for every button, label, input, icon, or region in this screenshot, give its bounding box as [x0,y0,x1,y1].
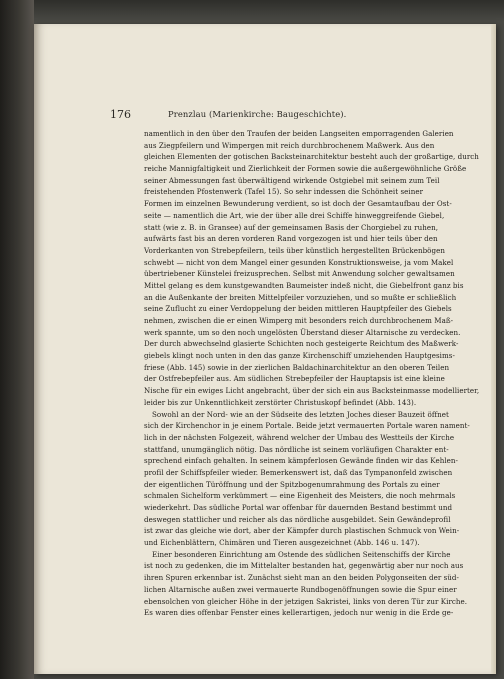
text-line: Einer besonderen Einrichtung am Ostende des südlichen Seitenschiffs der Kirche [152,549,451,559]
text-line: ist zwar das gleiche wie dort, aber der Kämpfer durch plastischen Schmuck von Wein- [144,526,460,536]
text-line: seine Zuflucht zu einer Verdoppelung der beiden mittleren Hauptpfeiler des Giebels [144,304,452,314]
text-line: aufwärts fast bis an deren vorderen Rand vorgezogen ist und hier teils über den [144,234,438,244]
page-edge [491,24,496,674]
text-line: friese (Abb. 145) sowie in der zierlichen Baldachinarchitektur an den oberen Teilen [144,362,450,372]
text-line: freistehenden Pfostenwerk (Tafel 15). So sehr indessen die Schönheit seiner [144,187,424,197]
text-line: Nische für ein ewiges Licht angebracht, über der sich ein aus Backsteinmasse modellierter, [144,386,480,396]
text-line: reiche Mannigfaltigkeit und Zierlichkeit der Formen sowie die außergewöhnliche Größe [144,164,467,174]
text-line: schmalen Sichelform verkümmert — eine Eigenheit des Meisters, die noch mehrmals [144,491,456,501]
text-line: giebels klingt noch unten in den das ganze Kirchenschiff umziehenden Hauptgesims- [144,351,455,361]
text-line: seiner Abmessungen fast überwältigend wirkende Ostgiebel mit seinem zum Teil [144,175,440,185]
text-line: statt (wie z. B. in Gransee) auf der gemeinsamen Basis der Chorgiebel zu ruhen, [144,222,439,232]
text-line: Der durch abwechselnd glasierte Schichten noch gesteigerte Reichtum des Maßwerk- [144,339,459,349]
text-line: profil der Schiffspfeiler wieder. Bemerkenswert ist, daß das Tympanonfeld zwischen [144,467,453,477]
page-number: 176 [110,108,131,121]
text-line: Mittel gelang es dem kunstgewandten Baumeister indeß nicht, die Giebelfront ganz bis [144,280,464,290]
text-line: seite — namentlich die Art, wie der über alle drei Schiffe hinweggreifende Giebel, [144,210,445,220]
text-line: wiederkehrt. Das südliche Portal war offenbar für dauernden Bestand bestimmt und [144,503,453,512]
text-line: sich der Kirchenchor in je einem Portale. Beide jetzt vermauerten Portale waren nament- [144,421,470,431]
text-line: und Eichenblättern, Chimären und Tieren ausgezeichnet (Abb. 146 u. 147). [144,538,420,548]
text-line: übertriebener Künstelei freizusprechen. Selbst mit Anwendung solcher gewaltsamen [144,269,455,279]
text-line: Vorderkanten von Strebepfeilern, teils über künstlich hergestellten Brückenbögen [144,245,445,255]
text-line: gleichen Elementen der gotischen Backsteinarchitektur besteht auch der großartige, durch [144,152,479,162]
text-line: aus Ziegpfeilern und Wimpergen mit reich durchbrochenem Maßwerk. Aus den [144,140,435,150]
text-line: der Ostfrebepfeiler aus. Am südlichen Strebepfeiler der Hauptapsis ist eine kleine [144,374,445,384]
text-line: Es waren dies offenbar Fenster eines kellerartigen, jedoch nur wenig in die Erde ge- [144,608,454,618]
text-line: lich in der nächsten Folgezeit, während welcher der Umbau des Westteils der Kirche [144,432,455,442]
text-line: namentlich in den über den Traufen der beiden Langseiten emporragenden Galerien [144,129,454,138]
text-line: an die Außenkante der breiten Mittelpfeiler vorzuziehen, und so mußte er schließlich [144,292,457,302]
text-line: lichen Altarnische außen zwei vermauerte Rundbogenöffnungen sowie die Spur einer [144,584,457,594]
text-line: Sowohl an der Nord- wie an der Südseite des letzten Joches dieser Bauzeit öffnet [152,409,449,419]
text-line: Formen im einzelnen Bewunderung verdient, so ist doch der Gesamtaufbau der Ost- [144,199,452,209]
text-line: ebensolchen von gleicher Höhe in der jetzigen Sakristei, links von deren Tür zur Kirche. [144,596,468,606]
text-line: leider bis zur Unkenntlichkeit zerstörter Christuskopf befindet (Abb. 143). [144,397,417,407]
text-line: sprechend einfach gehalten. In seinem kämpferlosen Gewände finden wir das Kehlen- [144,456,458,466]
text-line: schwebt — nicht von dem Mangel einer gesunden Konstruktionsweise, ja vom Makel [144,257,454,267]
text-line: deswegen stattlicher und reicher als das nördliche ausgebildet. Sein Gewändeprofil [144,514,451,524]
text-line: nehmen, zwischen die er einen Wimperg mit besonders reich durchbrochenem Maß- [144,316,454,325]
scanner-backdrop [0,0,504,22]
text-line: ihren Spuren erkennbar ist. Zunächst sieht man an den beiden Polygonseiten der süd- [144,573,459,583]
text-line: stattfand, unumgänglich nötig. Das nördliche ist seinem vorläufigen Charakter ent- [144,444,449,454]
text-line: der eigentlichen Türöffnung und der Spitzbogenumrahmung des Portals zu einer [144,479,440,489]
text-line: werk spannte, um so den noch ungelösten Überstand dieser Altarnische zu verdecken. [144,327,461,337]
text-line: ist noch zu gedenken, die im Mittelalter bestanden hat, gegenwärtig aber nur noch aus [144,561,464,571]
running-head [110,108,430,122]
book-spine [0,0,34,679]
body-text [144,128,480,619]
running-head-title: Prenzlau (Marienkirche: Baugeschichte). [168,109,347,119]
